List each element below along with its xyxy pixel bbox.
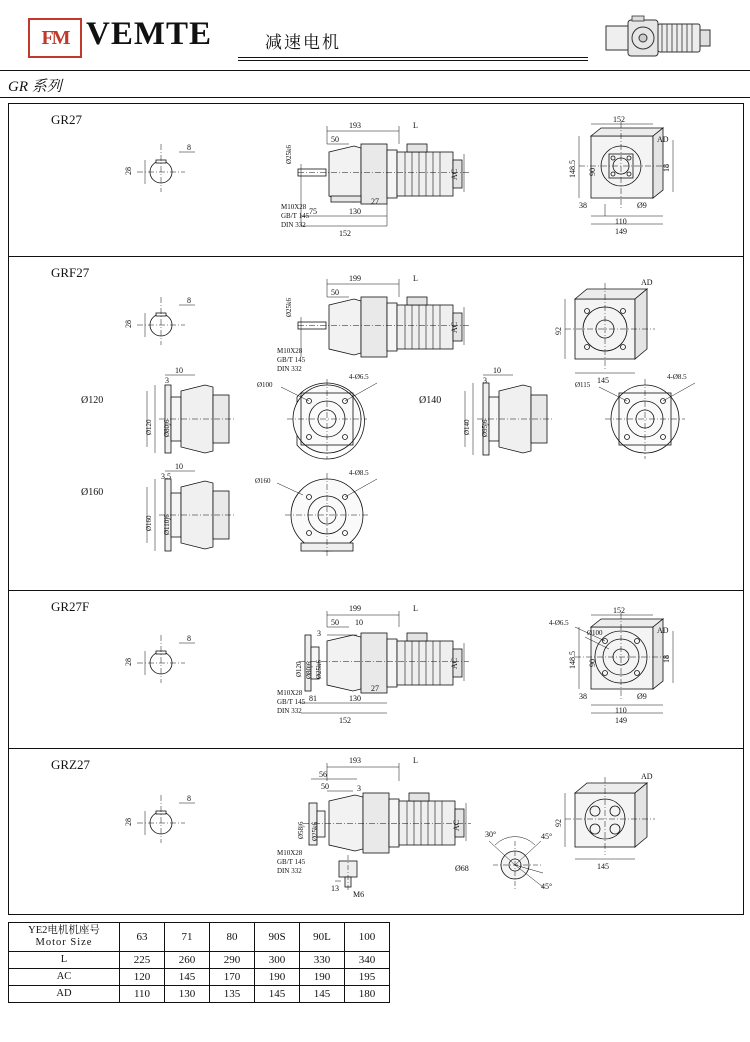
dim-f120: Ø120 bbox=[295, 661, 303, 677]
table-col-71: 71 bbox=[165, 923, 210, 952]
section-title-grf27: GRF27 bbox=[51, 265, 90, 280]
dim-top-len: 193 bbox=[349, 756, 361, 765]
dim-r90: 90 bbox=[588, 168, 597, 176]
dim-3: 3 bbox=[357, 784, 361, 793]
dim-50: 50 bbox=[331, 618, 339, 627]
dim-std1: GB/T 145 bbox=[277, 356, 306, 364]
table-row bbox=[9, 986, 390, 1003]
dim-r148: 148.5 bbox=[568, 651, 577, 669]
section-grz27 bbox=[9, 749, 743, 913]
flange-t-120: 10 bbox=[175, 366, 183, 375]
dim-shaft-diameter: Ø25k6 bbox=[285, 144, 293, 164]
dim-ang45a: 45° bbox=[541, 832, 553, 841]
flange-id-120: Ø80j6 bbox=[163, 419, 171, 437]
dim-AC: AC bbox=[450, 321, 459, 333]
dim-bolt: M10X28 bbox=[277, 689, 303, 697]
dim-152: 152 bbox=[339, 716, 351, 725]
dim-81: 81 bbox=[309, 694, 317, 703]
dim-shaft-key: 8 bbox=[187, 634, 191, 643]
dim-AD: AD bbox=[657, 135, 669, 144]
dim-shaft-dia: 28 bbox=[124, 818, 133, 826]
dim-r92: 92 bbox=[554, 819, 563, 827]
flange-t2-160: 3.5 bbox=[161, 472, 171, 481]
cell-AC-90s: 190 bbox=[255, 969, 300, 986]
drawing-grf27 bbox=[9, 257, 741, 588]
dim-r90: 90 bbox=[588, 659, 597, 667]
header-rule-top bbox=[238, 57, 588, 58]
dim-50: 50 bbox=[321, 782, 329, 791]
dim-shaft-diameter: Ø25k6 bbox=[315, 659, 323, 679]
cell-AD-80: 135 bbox=[210, 986, 255, 1003]
dim-AC: AC bbox=[450, 657, 459, 669]
cell-L-63: 225 bbox=[120, 952, 165, 969]
section-title-gr27: GR27 bbox=[51, 112, 83, 127]
dim-std2: DIN 332 bbox=[277, 365, 302, 373]
drawing-grz27 bbox=[9, 749, 741, 911]
dim-pcd: Ø100 bbox=[587, 629, 603, 637]
gear-motor-icon bbox=[604, 14, 714, 62]
flange-id-140: Ø95j6 bbox=[481, 419, 489, 437]
dim-r152: 152 bbox=[613, 606, 625, 615]
dim-shaft-key: 8 bbox=[187, 143, 191, 152]
dim-AD: AD bbox=[641, 772, 653, 781]
dim-10: 10 bbox=[355, 618, 363, 627]
motor-size-table-wrap bbox=[8, 922, 742, 1003]
drawings-frame bbox=[8, 103, 744, 915]
dim-r149: 149 bbox=[615, 227, 627, 236]
dim-std2: DIN 332 bbox=[277, 867, 302, 875]
table-row bbox=[9, 969, 390, 986]
dim-r38: 38 bbox=[579, 201, 587, 210]
dim-shaft-diameter: Ø25k6 bbox=[311, 821, 319, 841]
cell-L-100: 340 bbox=[345, 952, 390, 969]
section-gr27f bbox=[9, 591, 743, 749]
dim-r18: 18 bbox=[662, 164, 671, 172]
dim-L: L bbox=[413, 756, 418, 765]
cell-AC-90l: 190 bbox=[300, 969, 345, 986]
series-bar bbox=[0, 70, 750, 98]
cell-AD-90s: 145 bbox=[255, 986, 300, 1003]
dim-50: 50 bbox=[331, 288, 339, 297]
flange-id-160: Ø110j6 bbox=[163, 514, 171, 535]
row-label-AC: AC bbox=[9, 969, 120, 986]
flange-pcd-120: Ø100 bbox=[257, 381, 273, 389]
table-col-90l: 90L bbox=[300, 923, 345, 952]
dim-27: 27 bbox=[371, 684, 379, 693]
flange-label-160: Ø160 bbox=[81, 487, 104, 498]
table-header-cn: YE2电机机座号 bbox=[28, 925, 100, 936]
dim-top-len: 199 bbox=[349, 604, 361, 613]
dim-27: 27 bbox=[371, 197, 379, 206]
dim-shaft-dia: 28 bbox=[124, 167, 133, 175]
dim-r145: 145 bbox=[597, 862, 609, 871]
dim-shaft-dia: 28 bbox=[124, 320, 133, 328]
flange-label-120: Ø120 bbox=[81, 395, 104, 406]
flange-pcd-140: Ø115 bbox=[575, 381, 591, 389]
dim-50: 50 bbox=[331, 135, 339, 144]
dim-std1: GB/T 145 bbox=[277, 698, 306, 706]
flange-pcd-160: Ø160 bbox=[255, 477, 271, 485]
dim-r148: 148.5 bbox=[568, 160, 577, 178]
row-label-L: L bbox=[9, 952, 120, 969]
dim-130: 130 bbox=[349, 694, 361, 703]
dim-shaft-dia: 28 bbox=[124, 658, 133, 666]
dim-std1: GB/T 145 bbox=[281, 212, 310, 220]
cell-AD-100: 180 bbox=[345, 986, 390, 1003]
section-gr27 bbox=[9, 104, 743, 257]
table-col-63: 63 bbox=[120, 923, 165, 952]
dim-std2: DIN 332 bbox=[277, 707, 302, 715]
drawing-gr27f bbox=[9, 591, 741, 746]
dim-L: L bbox=[413, 121, 418, 130]
dim-r110: 110 bbox=[615, 706, 627, 715]
flange-t2-140: 3 bbox=[483, 376, 487, 385]
dim-AC: AC bbox=[452, 819, 461, 831]
motor-size-table bbox=[8, 922, 390, 1003]
cell-AD-63: 110 bbox=[120, 986, 165, 1003]
flange-t2-120: 3 bbox=[165, 376, 169, 385]
dim-holes: 4-Ø6.5 bbox=[549, 619, 569, 627]
dim-std2: DIN 332 bbox=[281, 221, 306, 229]
dim-r18: 18 bbox=[662, 655, 671, 663]
dim-top-len: 199 bbox=[349, 274, 361, 283]
dim-L: L bbox=[413, 274, 418, 283]
dim-flange-d: Ø58j6 bbox=[297, 821, 305, 839]
logo-badge bbox=[28, 18, 82, 58]
cell-L-90l: 330 bbox=[300, 952, 345, 969]
cell-L-80: 290 bbox=[210, 952, 255, 969]
dim-13: 13 bbox=[331, 884, 339, 893]
dim-152: 152 bbox=[339, 229, 351, 238]
dim-shaft-diameter: Ø25k6 bbox=[285, 297, 293, 317]
drawing-gr27 bbox=[9, 104, 741, 254]
dim-bolt: M10X28 bbox=[277, 347, 303, 355]
dim-shaft-key: 8 bbox=[187, 296, 191, 305]
table-row bbox=[9, 952, 390, 969]
flange-od-120: Ø120 bbox=[145, 419, 153, 435]
dim-ang30: 30° bbox=[485, 830, 497, 839]
dim-r152: 152 bbox=[613, 115, 625, 124]
dim-r9: Ø9 bbox=[637, 201, 647, 210]
cell-L-90s: 300 bbox=[255, 952, 300, 969]
flange-label-140: Ø140 bbox=[419, 395, 442, 406]
dim-m6: M6 bbox=[353, 890, 365, 899]
flange-holes-160: 4-Ø8.5 bbox=[349, 469, 369, 477]
table-header-row bbox=[9, 923, 390, 952]
cell-L-71: 260 bbox=[165, 952, 210, 969]
dim-AD: AD bbox=[657, 626, 669, 635]
table-col-90s: 90S bbox=[255, 923, 300, 952]
flange-holes-120: 4-Ø6.5 bbox=[349, 373, 369, 381]
series-label: GR 系列 bbox=[8, 79, 62, 95]
flange-holes-140: 4-Ø8.5 bbox=[667, 373, 687, 381]
section-grf27 bbox=[9, 257, 743, 591]
section-title-grz27: GRZ27 bbox=[51, 757, 90, 772]
dim-r9: Ø9 bbox=[637, 692, 647, 701]
dim-r38: 38 bbox=[579, 692, 587, 701]
dim-r149: 149 bbox=[615, 716, 627, 725]
cell-AC-80: 170 bbox=[210, 969, 255, 986]
page-title: 减速电机 bbox=[265, 33, 341, 53]
section-title-gr27f: GR27F bbox=[51, 599, 90, 614]
flange-od-140: Ø140 bbox=[463, 419, 471, 435]
dim-AD: AD bbox=[641, 278, 653, 287]
cell-AC-63: 120 bbox=[120, 969, 165, 986]
logo-mark-text: FM bbox=[41, 26, 69, 49]
table-col-100: 100 bbox=[345, 923, 390, 952]
dim-ang45b: 45° bbox=[541, 882, 553, 891]
flange-od-160: Ø160 bbox=[145, 515, 153, 531]
dim-56: 56 bbox=[319, 770, 327, 779]
page-header bbox=[0, 0, 750, 70]
cell-AD-71: 130 bbox=[165, 986, 210, 1003]
dim-75: 75 bbox=[309, 207, 317, 216]
table-col-80: 80 bbox=[210, 923, 255, 952]
flange-t-160: 10 bbox=[175, 462, 183, 471]
dim-bolt: M10X28 bbox=[277, 849, 303, 857]
row-label-AD: AD bbox=[9, 986, 120, 1003]
table-header-cell bbox=[9, 923, 120, 952]
dim-r92: 92 bbox=[554, 327, 563, 335]
dim-shaft-key: 8 bbox=[187, 794, 191, 803]
dim-r110: 110 bbox=[615, 217, 627, 226]
cell-AD-90l: 145 bbox=[300, 986, 345, 1003]
dim-130: 130 bbox=[349, 207, 361, 216]
dim-std1: GB/T 145 bbox=[277, 858, 306, 866]
flange-t-140: 10 bbox=[493, 366, 501, 375]
cell-AC-100: 195 bbox=[345, 969, 390, 986]
dim-f80: Ø80j6 bbox=[305, 661, 313, 679]
table-header-en: Motor Size bbox=[35, 937, 93, 949]
dim-3: 3 bbox=[317, 629, 321, 638]
brand-name: VEMTE bbox=[86, 16, 213, 52]
dim-circle-d: Ø68 bbox=[455, 864, 469, 873]
dim-r145: 145 bbox=[597, 376, 609, 385]
dim-top-len: 193 bbox=[349, 121, 361, 130]
dim-bolt: M10X28 bbox=[281, 203, 307, 211]
header-rule-bottom bbox=[238, 60, 588, 61]
dim-L: L bbox=[413, 604, 418, 613]
cell-AC-71: 145 bbox=[165, 969, 210, 986]
dim-AC: AC bbox=[450, 168, 459, 180]
